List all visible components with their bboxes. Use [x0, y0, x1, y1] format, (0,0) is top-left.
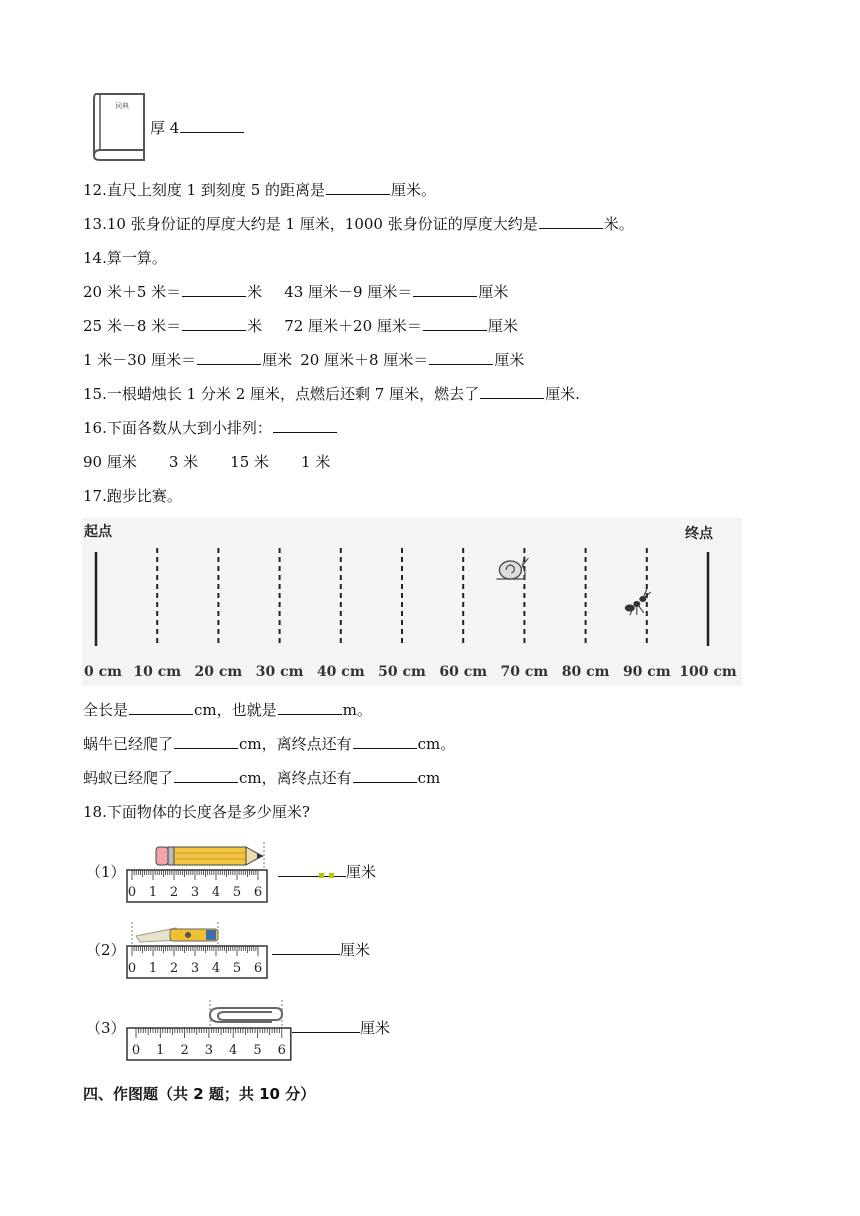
ruler-icon	[127, 946, 267, 978]
distance-tick-label: 50 cm	[378, 664, 426, 680]
clip-ruler-figure	[126, 996, 292, 1066]
ruler-number: 2	[169, 885, 179, 900]
question-13: 13.10 张身份证的厚度大约是 1 厘米，1000 张身份证的厚度大约是 米。	[83, 215, 634, 233]
utility-knife-icon	[136, 928, 218, 942]
question-17-line2: 蜗牛已经爬了 cm，离终点还有 cm。	[83, 735, 456, 753]
ruler-number: 2	[169, 961, 179, 976]
ruler-number: 1	[148, 961, 158, 976]
distance-tick-label: 80 cm	[561, 664, 610, 680]
answer-blank[interactable]	[353, 734, 417, 749]
answer-blank[interactable]	[272, 940, 340, 955]
book-thickness-question: 厚 4	[150, 118, 245, 138]
paper-clip-icon	[210, 1008, 282, 1022]
answer-blank[interactable]	[539, 214, 603, 229]
answer-blank[interactable]	[174, 734, 238, 749]
calc-row: 25 米－8 米＝ 米 72 厘米＋20 厘米＝ 厘米	[83, 317, 518, 335]
answer-3: 厘米	[292, 1018, 390, 1038]
ruler-number: 6	[277, 1043, 286, 1058]
question-15: 15.一根蜡烛长 1 分米 2 厘米，点燃后还剩 7 厘米，燃去了 厘米.	[83, 385, 580, 403]
question-17-line3: 蚂蚁已经爬了 cm，离终点还有 cm	[83, 769, 441, 787]
distance-tick-label: 100 cm	[679, 664, 737, 680]
ruler-number: 0	[131, 1043, 141, 1058]
item-label: （1）	[86, 863, 126, 881]
question-16-items: 90 厘米 3 米 15 米 1 米	[83, 453, 331, 471]
distance-tick-label: 20 cm	[194, 664, 243, 680]
question-18-title: 18.下面物体的长度各是多少厘米?	[83, 803, 310, 821]
question-14-title: 14.算一算。	[83, 249, 167, 267]
answer-blank[interactable]	[180, 118, 244, 133]
ruler-number: 0	[127, 961, 137, 976]
answer-blank[interactable]	[480, 384, 544, 399]
question-17-title: 17.跑步比赛。	[83, 487, 182, 505]
answer-blank[interactable]	[292, 1018, 360, 1033]
end-label: 终点	[685, 526, 713, 542]
ruler-number: 1	[148, 885, 158, 900]
question-17-line1: 全长是 cm，也就是 m。	[83, 701, 372, 719]
distance-tick-label: 0 cm	[84, 664, 122, 680]
ruler-number: 4	[229, 1043, 238, 1058]
section-4-heading: 四、作图题（共 2 题；共 10 分）	[83, 1085, 316, 1103]
ruler-number: 5	[232, 961, 242, 976]
ruler-number: 4	[211, 885, 221, 900]
dictionary-book-icon	[90, 90, 148, 162]
race-track-figure	[82, 518, 742, 686]
answer-blank[interactable]	[273, 418, 337, 433]
answer-blank[interactable]	[182, 282, 246, 297]
question-16: 16.下面各数从大到小排列：	[83, 418, 338, 438]
distance-tick-label: 90 cm	[622, 664, 671, 680]
ruler-icon	[127, 1028, 291, 1060]
pencil-icon	[156, 847, 264, 865]
question-12: 12.直尺上刻度 1 到刻度 5 的距离是 厘米。	[83, 181, 437, 199]
answer-2: 厘米	[272, 940, 370, 960]
answer-blank[interactable]: ▪ ▪	[278, 862, 346, 877]
ruler-number: 5	[253, 1043, 262, 1058]
answer-blank[interactable]	[278, 700, 342, 715]
answer-blank[interactable]	[423, 316, 487, 331]
ruler-number: 3	[204, 1043, 214, 1058]
ruler-number: 2	[180, 1043, 189, 1058]
pencil-ruler-figure	[126, 840, 278, 906]
start-label: 起点	[84, 524, 112, 540]
item-label: （3）	[86, 1019, 126, 1037]
ruler-number: 0	[127, 885, 137, 900]
distance-tick-label: 70 cm	[500, 664, 549, 680]
ruler-icon	[127, 870, 267, 902]
answer-1: ▪ ▪ 厘米	[278, 862, 376, 882]
answer-blank[interactable]	[353, 768, 417, 783]
distance-tick-label: 40 cm	[316, 664, 365, 680]
distance-tick-label: 30 cm	[255, 664, 304, 680]
distance-tick-label: 10 cm	[133, 664, 182, 680]
answer-blank[interactable]	[174, 768, 238, 783]
ruler-number: 6	[253, 961, 263, 976]
ruler-number: 3	[190, 885, 200, 900]
answer-blank[interactable]	[429, 350, 493, 365]
item-label: （2）	[86, 941, 126, 959]
answer-blank[interactable]	[413, 282, 477, 297]
distance-tick-label: 60 cm	[439, 664, 488, 680]
calc-row: 1 米－30 厘米＝ 厘米 20 厘米＋8 厘米＝ 厘米	[83, 351, 525, 369]
ruler-number: 5	[232, 885, 242, 900]
ruler-number: 6	[253, 885, 263, 900]
answer-blank[interactable]	[326, 180, 390, 195]
answer-blank[interactable]	[182, 316, 246, 331]
calc-row: 20 米＋5 米＝ 米 43 厘米－9 厘米＝ 厘米	[83, 283, 509, 301]
answer-blank[interactable]	[129, 700, 193, 715]
answer-blank[interactable]	[197, 350, 261, 365]
ruler-number: 3	[190, 961, 200, 976]
ruler-number: 1	[156, 1043, 165, 1058]
svg-text:词典: 词典	[115, 102, 129, 110]
knife-ruler-figure	[126, 918, 272, 980]
ruler-number: 4	[211, 961, 221, 976]
